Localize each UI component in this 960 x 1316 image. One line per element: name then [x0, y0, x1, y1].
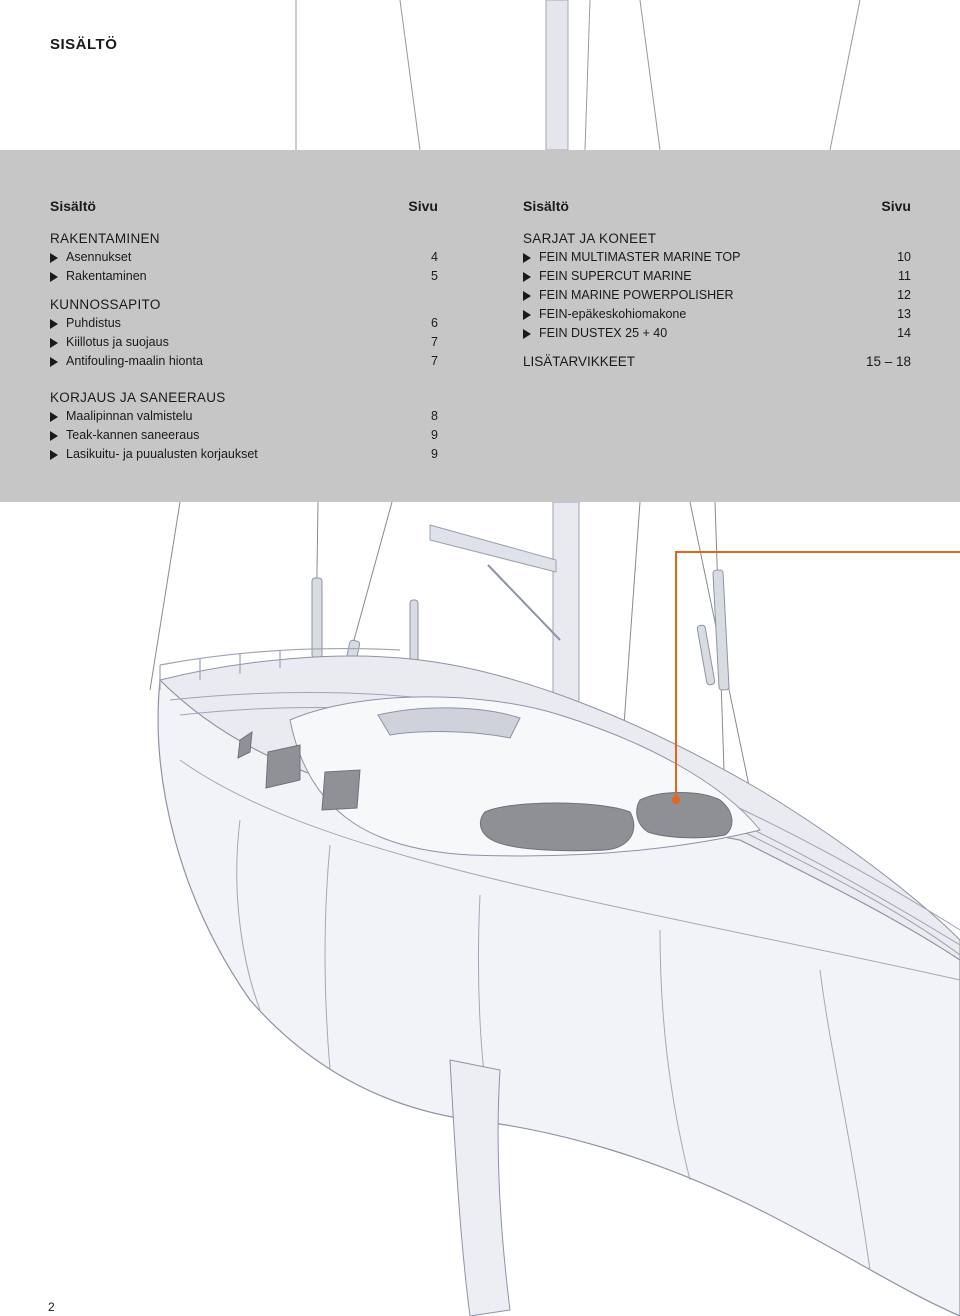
section-title: KORJAUS JA SANEERAUS: [50, 390, 226, 405]
toc-entry-label: Maalipinnan valmistelu: [66, 409, 193, 423]
toc-entry[interactable]: [523, 267, 911, 286]
toc-entry-page: 10: [897, 250, 911, 264]
toc-entry-label: FEIN MARINE POWERPOLISHER: [539, 288, 734, 302]
triangle-bullet-icon: [50, 338, 58, 348]
toc-entry-label: Lasikuitu- ja puualusten korjaukset: [66, 447, 258, 461]
page-number: 2: [48, 1300, 55, 1314]
toc-entry-label: Rakentaminen: [66, 269, 147, 283]
toc-entry[interactable]: [50, 267, 438, 286]
section-title: RAKENTAMINEN: [50, 231, 160, 246]
triangle-bullet-icon: [50, 253, 58, 263]
toc-right-header: [523, 198, 911, 214]
toc-section-sarjat: [523, 230, 911, 343]
triangle-bullet-icon: [523, 272, 531, 282]
toc-entry-page: 12: [897, 288, 911, 302]
toc-entry-page: 9: [431, 428, 438, 442]
toc-entry-page: 9: [431, 447, 438, 461]
toc-right-column: [523, 198, 911, 371]
toc-entry-page: 11: [898, 269, 911, 283]
toc-entry-page: 6: [431, 316, 438, 330]
triangle-bullet-icon: [50, 412, 58, 422]
toc-entry-label: Puhdistus: [66, 316, 121, 330]
toc-entry[interactable]: [523, 324, 911, 343]
section-title: LISÄTARVIKKEET: [523, 354, 636, 369]
triangle-bullet-icon: [523, 310, 531, 320]
toc-entry-label: FEIN-epäkeskohiomakone: [539, 307, 687, 321]
toc-entry[interactable]: [50, 333, 438, 352]
toc-entry[interactable]: [50, 248, 438, 267]
toc-entry-label: Asennukset: [66, 250, 132, 264]
toc-entry-label: Teak-kannen saneeraus: [66, 428, 200, 442]
page-heading: SISÄLTÖ: [50, 36, 118, 53]
toc-entry-label: Antifouling-maalin hionta: [66, 354, 203, 368]
toc-left-header-page: Sivu: [408, 198, 438, 214]
toc-entry[interactable]: [523, 248, 911, 267]
triangle-bullet-icon: [50, 357, 58, 367]
toc-entry-label: Kiillotus ja suojaus: [66, 335, 169, 349]
toc-entry[interactable]: [50, 314, 438, 333]
toc-entry-page: 8: [431, 409, 438, 423]
toc-right-header-title: Sisältö: [523, 198, 569, 214]
toc-entry-label: FEIN MULTIMASTER MARINE TOP: [539, 250, 741, 264]
toc-entry-page: 13: [897, 307, 911, 321]
section-title: SARJAT JA KONEET: [523, 231, 657, 246]
toc-entry[interactable]: [523, 305, 911, 324]
toc-section-korjaus: [50, 389, 438, 464]
triangle-bullet-icon: [523, 291, 531, 301]
toc-section-rakentaminen: [50, 230, 438, 286]
toc-section-lisatarvikkeet[interactable]: [523, 353, 911, 371]
toc-entry[interactable]: [523, 286, 911, 305]
toc-entry[interactable]: [50, 426, 438, 445]
toc-entry-label: FEIN SUPERCUT MARINE: [539, 269, 692, 283]
triangle-bullet-icon: [50, 431, 58, 441]
toc-entry[interactable]: [50, 445, 438, 464]
toc-left-header: [50, 198, 438, 214]
triangle-bullet-icon: [50, 319, 58, 329]
triangle-bullet-icon: [523, 329, 531, 339]
toc-section-kunnossapito: [50, 296, 438, 371]
toc-left-column: [50, 198, 438, 474]
toc-entry[interactable]: [50, 407, 438, 426]
toc-entry-label: FEIN DUSTEX 25 + 40: [539, 326, 668, 340]
toc-entry-page: 7: [431, 335, 438, 349]
toc-entry[interactable]: [50, 352, 438, 371]
triangle-bullet-icon: [50, 450, 58, 460]
section-title: KUNNOSSAPITO: [50, 297, 161, 312]
toc-entry-page: 4: [431, 250, 438, 264]
toc-left-header-title: Sisältö: [50, 198, 96, 214]
toc-entry-page: 5: [431, 269, 438, 283]
toc-right-header-page: Sivu: [881, 198, 911, 214]
toc-entry-page: 15 – 18: [865, 354, 911, 369]
triangle-bullet-icon: [523, 253, 531, 263]
toc-entry-page: 7: [431, 354, 438, 368]
toc-entry-page: 14: [897, 326, 911, 340]
triangle-bullet-icon: [50, 272, 58, 282]
